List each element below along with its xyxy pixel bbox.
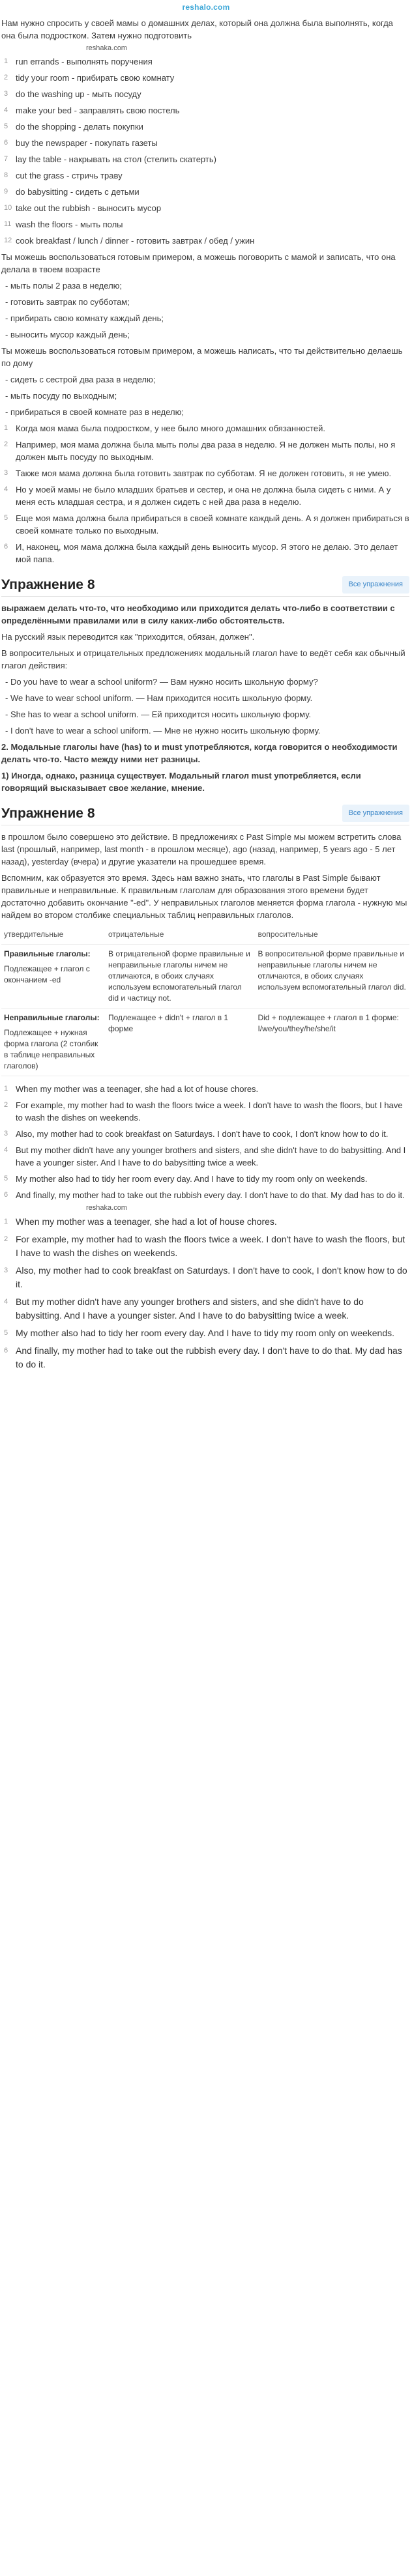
- item-number: 12: [4, 236, 12, 244]
- item-number: 4: [4, 1298, 8, 1306]
- cant-paragraph: Ты можешь воспользоваться готовым примером, а можешь написать, что ты действительно делаешь по дому: [1, 346, 403, 368]
- list-item: [1, 72, 409, 84]
- item-text: When my mother was a teenager, she had a lot of house chores.: [16, 1216, 277, 1227]
- item-number: 3: [4, 90, 8, 98]
- list-item: [1, 1083, 409, 1095]
- item-number: 6: [4, 1347, 8, 1354]
- past-simple-paragraph-1: в прошлом было совершено это действие. В предложениях с Past Simple мы можем встретить слова last (прошлый, например, last month - в прошлом месяце), ago (назад, например, 5 years ago - 5 лет назад), yesterday (вчера) и другие указатели на прошедшее время.: [1, 832, 402, 866]
- table-row: [1, 1009, 409, 1076]
- chores-list: [1, 55, 409, 247]
- item-number: 4: [4, 106, 8, 114]
- list-item: [1, 1173, 409, 1185]
- past-simple-paragraph-2: Вспомним, как образуется это время. Здесь нам важно знать, что глаголы в Past Simple бывают правильные и неправильные. К правильным глаголам для образования этого времени будет достаточно добавить окончание "-ed". У неправильных глаголов меняется форма глагола - нужную мы найдем во втором столбике специальных таблиц неправильных глаголов.: [1, 873, 407, 920]
- have-to-translation: На русский язык переводится как "приходится, обязан, должен".: [1, 632, 255, 642]
- list-item: - We have to wear school uniform. — Нам приходится носить школьную форму.: [5, 693, 313, 703]
- list-item: [1, 1128, 409, 1140]
- list-item: [1, 483, 409, 508]
- item-text: Когда моя мама была подростком, у нее было много домашних обязанностей.: [16, 423, 326, 433]
- list-item: - She has to wear a school uniform. — Ей приходится носить школьную форму.: [5, 709, 312, 719]
- table-header: утвердительные: [1, 925, 106, 945]
- list-item: [1, 1264, 409, 1291]
- item-text: И, наконец, моя мама должна была каждый день выносить мусор. Я этого не делаю. Это делает мой папа.: [16, 542, 398, 564]
- list-item: [1, 153, 409, 165]
- table-header: вопросительные: [255, 925, 409, 945]
- list-item: [1, 186, 409, 198]
- item-text: run errands - выполнять поручения: [16, 57, 153, 66]
- list-item: [1, 512, 409, 537]
- list-item: - мыть посуду по выходным;: [5, 391, 117, 401]
- row-affirmative: Подлежащее + нужная форма глагола (2 столбик в таблице неправильных глаголов): [4, 1028, 98, 1070]
- list-item: [1, 422, 409, 435]
- item-number: 6: [4, 139, 8, 147]
- table-cell: В вопросительной форме правильные и неправильные глаголы ничем не отличаются, в обоих случаях используем вспомогательный глагол did.: [255, 945, 409, 1009]
- item-number: 3: [4, 1267, 8, 1274]
- list-item: [1, 1233, 409, 1260]
- list-item: [1, 1295, 409, 1323]
- intro-paragraph: Нам нужно спросить у своей мамы о домашних делах, который она должна была выполнять, когда она была подростком. Затем нужно подготовить: [1, 18, 393, 40]
- list-item: [1, 1344, 409, 1371]
- watermark: reshaka.com: [86, 1204, 127, 1212]
- question-2: 2. Модальные глаголы have (has) to и must употребляются, когда говорится о необходимости делать что-то. Часто между ними нет разницы.: [1, 742, 398, 764]
- item-text: Also, my mother had to cook breakfast on Saturdays. I don't have to cook, I don't know how to do it.: [16, 1129, 389, 1139]
- site-logo[interactable]: reshalo.com: [182, 3, 230, 12]
- answer-2: 1) Иногда, однако, разница существует. Модальный глагол must употребляется, если говорящий высказывает свое желание, мнение.: [1, 771, 361, 793]
- item-text: Also, my mother had to cook breakfast on Saturdays. I don't have to cook, I don't know how to do it.: [16, 1265, 407, 1289]
- table-cell: Did + подлежащее + глагол в 1 форме: I/we/you/they/he/she/it: [255, 1009, 409, 1076]
- list-item: - I don't have to wear a school uniform. — Мне не нужно носить школьную форму.: [5, 726, 321, 736]
- past-simple-table: [1, 925, 409, 1076]
- list-item: [1, 137, 409, 149]
- item-number: 10: [4, 204, 12, 212]
- list-item: [1, 88, 409, 100]
- list-item: - Do you have to wear a school uniform? — Вам нужно носить школьную форму?: [5, 677, 318, 687]
- item-number: 1: [4, 1218, 8, 1225]
- item-number: 2: [4, 74, 8, 81]
- my-chores-list: [1, 373, 409, 418]
- all-exercises-button-2[interactable]: Все упражнения: [342, 805, 409, 822]
- item-text: For example, my mother had to wash the floors twice a week. I don't have to wash the floors, but I have to wash the dishes on weekends.: [16, 1100, 403, 1123]
- list-item: [1, 104, 409, 117]
- exercise-header-2: [1, 802, 409, 825]
- watermark: reshaka.com: [86, 44, 127, 52]
- table-header-row: [1, 925, 409, 945]
- item-number: 3: [4, 469, 8, 477]
- item-text: Еще моя мама должна была прибираться в своей комнате каждый день. А я должен прибираться в своей комнате только по выходным.: [16, 513, 409, 536]
- item-text: tidy your room - прибирать свою комнату: [16, 73, 175, 83]
- item-text: Например, моя мама должна была мыть полы два раза в неделю. Я не должен мыть полы, но я должен мыть посуду по выходным.: [16, 440, 396, 462]
- item-number: 11: [4, 220, 12, 228]
- item-number: 1: [4, 1085, 8, 1093]
- answers-list: [1, 1083, 409, 1201]
- list-item: - прибирать свою комнату каждый день;: [5, 313, 164, 323]
- list-item: [1, 467, 409, 479]
- item-number: 5: [4, 1329, 8, 1337]
- item-number: 4: [4, 485, 8, 493]
- list-item: - сидеть с сестрой два раза в неделю;: [5, 375, 156, 384]
- exercise-title: Упражнение 8: [1, 577, 95, 592]
- table-row: [1, 945, 409, 1009]
- list-item: [1, 1326, 409, 1340]
- have-to-questions: В вопросительных и отрицательных предложениях модальный глагол have to ведёт себя как обычный глагол действия:: [1, 648, 405, 670]
- translations-list: [1, 422, 409, 565]
- list-item: [1, 438, 409, 463]
- item-text: cook breakfast / lunch / dinner - готовить завтрак / обед / ужин: [16, 236, 255, 246]
- uniform-examples-list: [1, 676, 409, 737]
- item-number: 7: [4, 155, 8, 163]
- list-item: [1, 1189, 409, 1201]
- item-number: 2: [4, 1235, 8, 1243]
- item-text: make your bed - заправлять свою постель: [16, 106, 180, 115]
- list-item: [1, 1215, 409, 1229]
- list-item: [1, 1099, 409, 1124]
- item-text: But my mother didn't have any younger brothers and sisters, and she didn't have to do babysitting. And I have a younger sister. And I have to do babysitting twice a week.: [16, 1296, 364, 1321]
- row-label: Неправильные глаголы:: [4, 1013, 100, 1022]
- list-item: [1, 1144, 409, 1169]
- list-item: - прибираться в своей комнате раз в неделю;: [5, 407, 184, 417]
- content: [0, 17, 412, 1371]
- item-text: buy the newspaper - покупать газеты: [16, 138, 158, 148]
- item-text: And finally, my mother had to take out the rubbish every day. I don't have to do that. My dad has to do it.: [16, 1345, 402, 1369]
- item-text: wash the floors - мыть полы: [16, 220, 123, 229]
- list-item: [1, 55, 409, 68]
- item-text: My mother also had to tidy her room every day. And I have to tidy my room only on weekends.: [16, 1328, 395, 1338]
- item-number: 9: [4, 188, 8, 195]
- list-item: [1, 235, 409, 247]
- item-number: 5: [4, 122, 8, 130]
- item-number: 6: [4, 1191, 8, 1199]
- answers-list-2: [1, 1215, 409, 1371]
- list-item: [1, 169, 409, 182]
- table-cell: [1, 945, 106, 1009]
- item-number: 5: [4, 514, 8, 522]
- site-header: [0, 0, 412, 14]
- item-number: 8: [4, 171, 8, 179]
- item-text: And finally, my mother had to take out the rubbish every day. I don't have to do that. My dad has to do it.: [16, 1190, 405, 1200]
- example-chores-list: [1, 279, 409, 341]
- list-item: - выносить мусор каждый день;: [5, 330, 130, 339]
- item-number: 2: [4, 440, 8, 448]
- item-number: 1: [4, 424, 8, 432]
- item-text: do babysitting - сидеть с детьми: [16, 187, 140, 197]
- table-cell: Подлежащее + didn't + глагол в 1 форме: [106, 1009, 255, 1076]
- item-number: 4: [4, 1146, 8, 1154]
- item-text: lay the table - накрывать на стол (стелить скатерть): [16, 154, 216, 164]
- table-cell: В отрицательной форме правильные и неправильные глаголы ничем не отличаются, в обоих случаях используем вспомогательный глагол did и частицу not.: [106, 945, 255, 1009]
- list-item: - готовить завтрак по субботам;: [5, 297, 130, 307]
- exercise-header: [1, 573, 409, 597]
- item-text: do the shopping - делать покупки: [16, 122, 143, 132]
- item-number: 6: [4, 543, 8, 551]
- row-label: Правильные глаголы:: [4, 949, 91, 958]
- all-exercises-button[interactable]: Все упражнения: [342, 576, 409, 594]
- item-number: 5: [4, 1175, 8, 1182]
- item-number: 2: [4, 1101, 8, 1109]
- item-text: Но у моей мамы не было младших братьев и сестер, и она не должна была сидеть с ними. А у меня есть младшая сестра, и я должен сидеть с ней два раза в неделю.: [16, 485, 391, 507]
- row-affirmative: Подлежащее + глагол с окончанием -ed: [4, 964, 90, 984]
- item-text: When my mother was a teenager, she had a lot of house chores.: [16, 1084, 259, 1094]
- list-item: - мыть полы 2 раза в неделю;: [5, 281, 123, 291]
- item-text: take out the rubbish - выносить мусор: [16, 203, 162, 213]
- list-item: [1, 541, 409, 565]
- item-text: For example, my mother had to wash the floors twice a week. I don't have to wash the floors, but I have to wash the dishes on weekends.: [16, 1234, 405, 1258]
- item-number: 3: [4, 1130, 8, 1138]
- examples-paragraph: Ты можешь воспользоваться готовым примером, а можешь поговорить с мамой и записать, что она делала в твоем возрасте: [1, 252, 396, 274]
- table-cell: [1, 1009, 106, 1076]
- item-text: cut the grass - стричь траву: [16, 171, 123, 180]
- item-text: Также моя мама должна была готовить завтрак по субботам. Я не должен готовить, я не умею.: [16, 468, 392, 478]
- have-to-intro: выражаем делать что-то, что необходимо или приходится делать что-либо в соответствии с определёнными правилами или в силу каких-либо обстоятельств.: [1, 603, 395, 625]
- item-text: do the washing up - мыть посуду: [16, 89, 141, 99]
- list-item: [1, 121, 409, 133]
- item-number: 1: [4, 57, 8, 65]
- item-text: But my mother didn't have any younger brothers and sisters, and she didn't have to do babysitting. And I have a younger sister. And I have to do babysitting twice a week.: [16, 1145, 406, 1167]
- table-header: отрицательные: [106, 925, 255, 945]
- exercise-title-2: Упражнение 8: [1, 806, 95, 821]
- item-text: My mother also had to tidy her room every day. And I have to tidy my room only on weekends.: [16, 1174, 368, 1184]
- list-item: [1, 202, 409, 214]
- list-item: [1, 218, 409, 231]
